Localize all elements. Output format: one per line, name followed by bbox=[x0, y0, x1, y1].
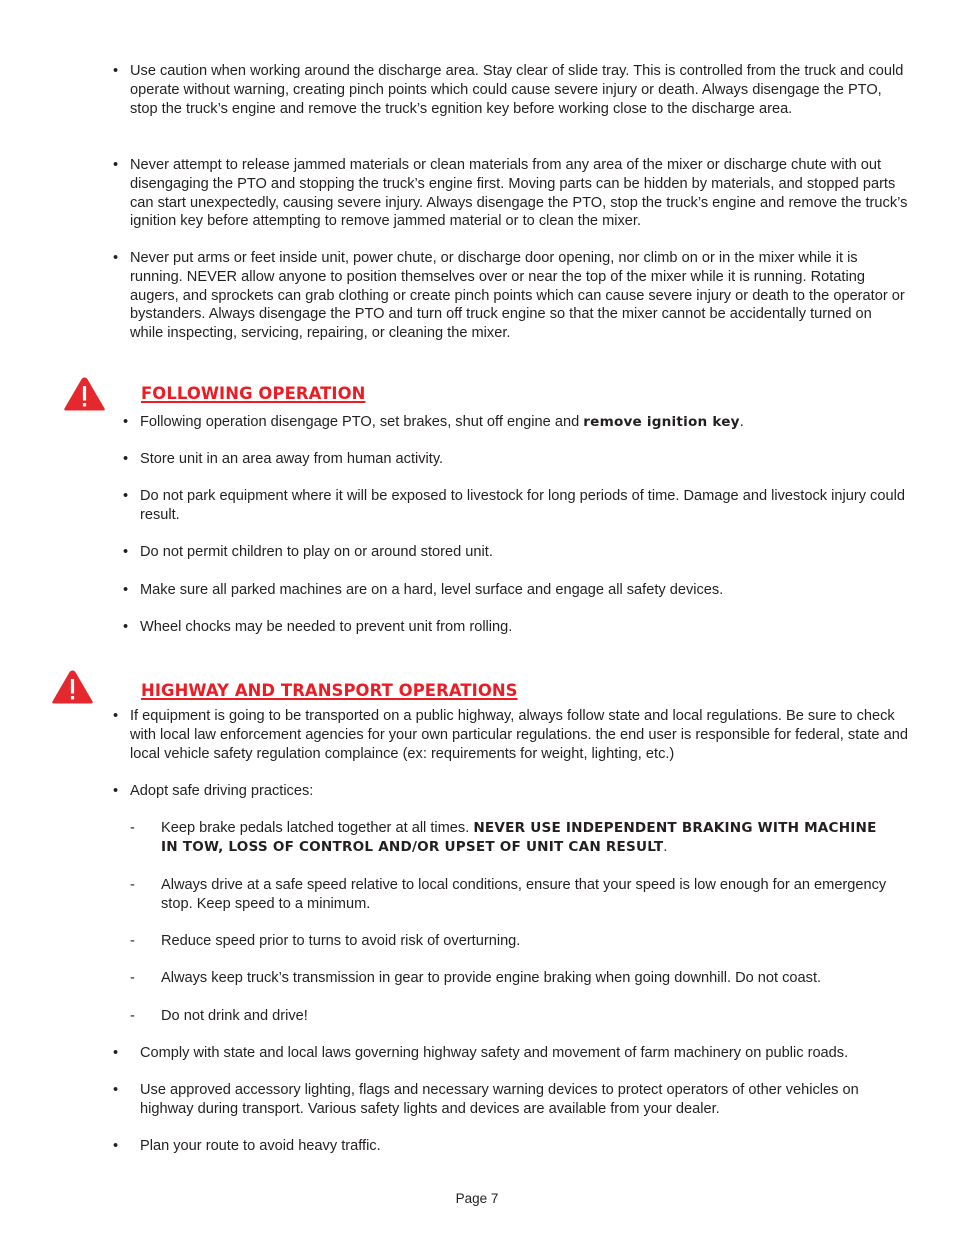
dash: - bbox=[130, 1008, 135, 1024]
list-item-text: Use caution when working around the discharge area. Stay clear of slide tray. This is controlled from the truck and could operate without warning, creating pinch points which could cause severe injury or death. Always disengage the PTO, stop the truck’s engine and remove the truck’s egnition key before working close to the discharge area. bbox=[130, 63, 904, 117]
bullet: • bbox=[123, 414, 129, 430]
dash: - bbox=[130, 820, 135, 836]
bullet: • bbox=[113, 250, 119, 266]
sub-list-item-text: Do not drink and drive! bbox=[161, 1008, 308, 1024]
list-item bbox=[113, 62, 908, 118]
section-heading: FOLLOWING OPERATION bbox=[141, 384, 366, 403]
list-item-text: If equipment is going to be transported on a public highway, always follow state and local regulations. Be sure to check with local law enforcement agencies for your own particular regulations. the end user is responsible for federal, state and local vehicle safety regulation complaince (ex: requirements for weight, lighting, etc.) bbox=[130, 708, 908, 762]
dash: - bbox=[130, 970, 135, 986]
list-item bbox=[113, 156, 908, 231]
sub-list-item-text: Always keep truck’s transmission in gear to provide engine braking when going downhill. Do not coast. bbox=[161, 970, 822, 986]
sub-list-item-text: Keep brake pedals latched together at all times. bbox=[161, 820, 474, 836]
bullet: • bbox=[123, 582, 129, 598]
list-item bbox=[123, 618, 923, 637]
list-item bbox=[123, 487, 923, 525]
page-number: Page 7 bbox=[455, 1191, 499, 1206]
bullet: • bbox=[123, 488, 129, 504]
dash: - bbox=[130, 877, 135, 893]
list-item-text-end: . bbox=[739, 414, 744, 430]
list-item bbox=[113, 1044, 913, 1063]
warning-triangle-icon bbox=[62, 375, 107, 413]
list-item bbox=[123, 413, 923, 432]
bullet: • bbox=[113, 1138, 119, 1154]
list-item-text: Never put arms or feet inside unit, power chute, or discharge door opening, nor climb on or in the mixer while it is running. NEVER allow anyone to position themselves over or near the top of the mixer while it is running. Rotating augers, and sprockets can grab clothing or create pinch points which can cause severe injury or death to the operator or bystanders. Always disengage the PTO and turn off truck engine so that the mixer cannot be accidentally turned on while inspecting, servicing, repairing, or cleaning the mixer. bbox=[130, 250, 905, 342]
bullet: • bbox=[123, 619, 129, 635]
sub-list-item-text-end: . bbox=[663, 838, 668, 855]
list-item-text: Use approved accessory lighting, flags and necessary warning devices to protect operators of other vehicles on highway during transport. Various safety lights and devices are available from your dealer. bbox=[140, 1082, 859, 1117]
bold-warning-text: NEVER USE INDEPENDENT BRAKING WITH MACHINE IN TOW, LOSS OF CONTROL AND/OR UPSET OF UNIT CAN RESULT bbox=[161, 820, 877, 855]
sub-list-item bbox=[130, 969, 890, 988]
list-item bbox=[113, 249, 908, 343]
list-item-text: Wheel chocks may be needed to prevent unit from rolling. bbox=[140, 619, 513, 635]
list-item-text: Following operation disengage PTO, set brakes, shut off engine and bbox=[140, 414, 584, 430]
bullet: • bbox=[123, 451, 129, 467]
list-item bbox=[123, 450, 923, 469]
bullet: • bbox=[113, 1082, 119, 1098]
dash: - bbox=[130, 933, 135, 949]
list-item-text: Comply with state and local laws governing highway safety and movement of farm machinery on public roads. bbox=[140, 1045, 849, 1061]
sub-list-item-text: Reduce speed prior to turns to avoid risk of overturning. bbox=[161, 933, 521, 949]
list-item-text: Make sure all parked machines are on a hard, level surface and engage all safety devices. bbox=[140, 582, 724, 598]
bullet: • bbox=[113, 157, 119, 173]
section-heading: HIGHWAY AND TRANSPORT OPERATIONS bbox=[141, 681, 518, 700]
bullet: • bbox=[113, 1045, 119, 1061]
list-item-text: Do not park equipment where it will be exposed to livestock for long periods of time. Damage and livestock injury could result. bbox=[140, 488, 905, 523]
list-item-text: Plan your route to avoid heavy traffic. bbox=[140, 1138, 381, 1154]
bullet: • bbox=[123, 544, 129, 560]
list-item-text: Store unit in an area away from human activity. bbox=[140, 451, 444, 467]
bullet: • bbox=[113, 783, 119, 799]
bold-text: remove ignition key bbox=[583, 414, 740, 430]
list-item bbox=[113, 782, 913, 801]
list-item bbox=[113, 1137, 913, 1156]
bullet: • bbox=[113, 63, 119, 79]
bullet: • bbox=[113, 708, 119, 724]
list-item bbox=[123, 581, 923, 600]
list-item-text: Do not permit children to play on or around stored unit. bbox=[140, 544, 493, 560]
sub-list-item bbox=[130, 876, 890, 914]
sub-list-item-text: Always drive at a safe speed relative to local conditions, ensure that your speed is low enough for an emergency stop. Keep speed to a minimum. bbox=[161, 877, 887, 912]
list-item bbox=[113, 707, 913, 763]
sub-list-item bbox=[130, 819, 890, 857]
sub-list-item bbox=[130, 1007, 890, 1026]
list-item-text: Adopt safe driving practices: bbox=[130, 783, 314, 799]
list-item bbox=[113, 1081, 913, 1119]
list-item bbox=[123, 543, 923, 562]
list-item-text: Never attempt to release jammed materials or clean materials from any area of the mixer or discharge chute with out disengaging the PTO and stopping the truck’s engine first. Moving parts can be hidden by materials, and stopped parts can start unexpectedly, causing severe injury. Always disengage the PTO, stop the truck’s engine and remove the truck’s ignition key before attempting to remove jammed material or to clean the mixer. bbox=[130, 157, 908, 230]
warning-triangle-icon bbox=[50, 668, 95, 706]
sub-list-item bbox=[130, 932, 890, 951]
